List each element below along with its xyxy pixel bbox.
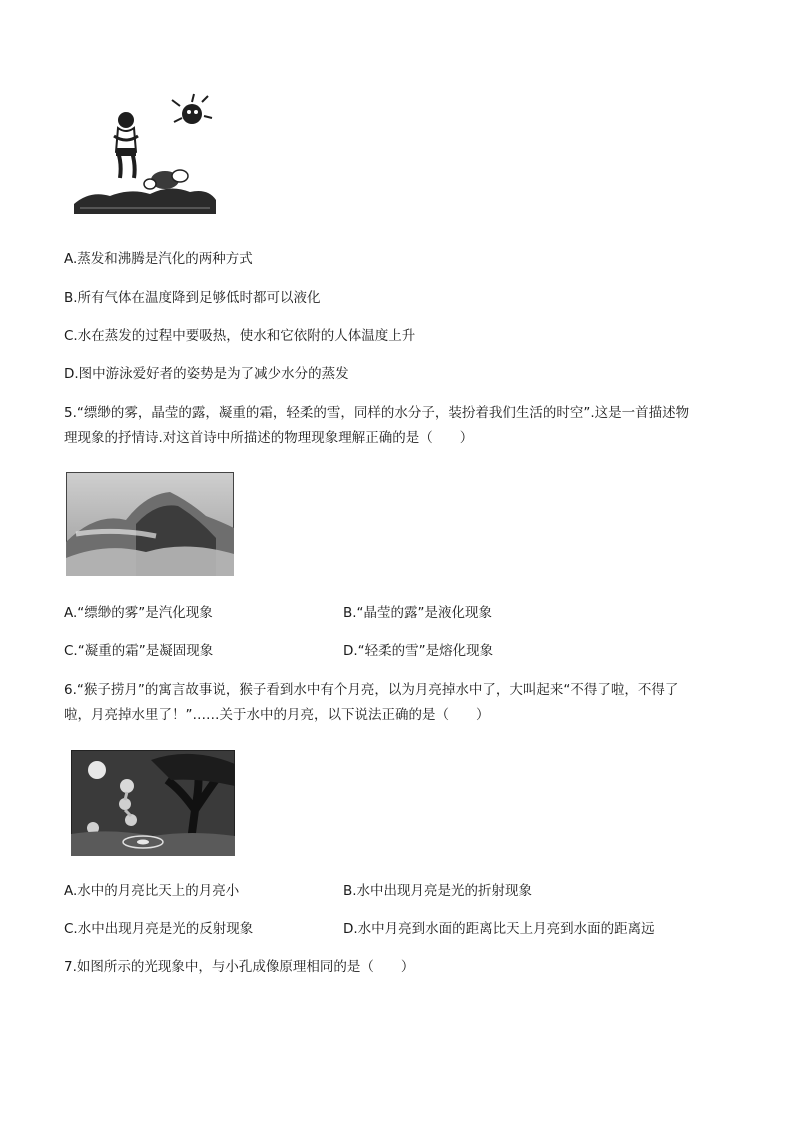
q4-option-c: C.水在蒸发的过程中要吸热，使水和它依附的人体温度上升 [64, 328, 416, 344]
q5-option-d: D.“轻柔的雪”是熔化现象 [343, 643, 494, 659]
monkey-moon-figure [71, 750, 235, 856]
q6-stem-line2: 啦，月亮掉水里了！”……关于水中的月亮，以下说法正确的是（ ） [64, 707, 490, 723]
q6-option-c: C.水中出现月亮是光的反射现象 [64, 921, 254, 937]
q5-option-b: B.“晶莹的露”是液化现象 [343, 605, 493, 621]
q4-option-d: D.图中游泳爱好者的姿势是为了减少水分的蒸发 [64, 366, 349, 382]
q5-stem-line2: 理现象的抒情诗.对这首诗中所描述的物理现象理解正确的是（ ） [64, 430, 474, 446]
q5-option-a: A.“缥缈的雾”是汽化现象 [64, 605, 213, 621]
q5-stem-line1: 5.“缥缈的雾，晶莹的露，凝重的霜，轻柔的雪，同样的水分子，装扮着我们生活的时空”.这是一首描述物 [64, 405, 690, 421]
q6-option-d: D.水中月亮到水面的距离比天上月亮到水面的距离远 [343, 921, 655, 937]
q5-option-c: C.“凝重的霜”是凝固现象 [64, 643, 214, 659]
misty-mountain-figure [66, 472, 234, 576]
swimmer-figure [70, 92, 220, 217]
q6-option-a: A.水中的月亮比天上的月亮小 [64, 883, 240, 899]
q7-stem: 7.如图所示的光现象中，与小孔成像原理相同的是（ ） [64, 959, 415, 975]
q4-option-a: A.蒸发和沸腾是汽化的两种方式 [64, 251, 253, 267]
q6-option-b: B.水中出现月亮是光的折射现象 [343, 883, 533, 899]
q4-option-b: B.所有气体在温度降到足够低时都可以液化 [64, 290, 321, 306]
q6-stem-line1: 6.“猴子捞月”的寓言故事说，猴子看到水中有个月亮，以为月亮掉水中了，大叫起来“不得了啦，不得了 [64, 682, 679, 698]
